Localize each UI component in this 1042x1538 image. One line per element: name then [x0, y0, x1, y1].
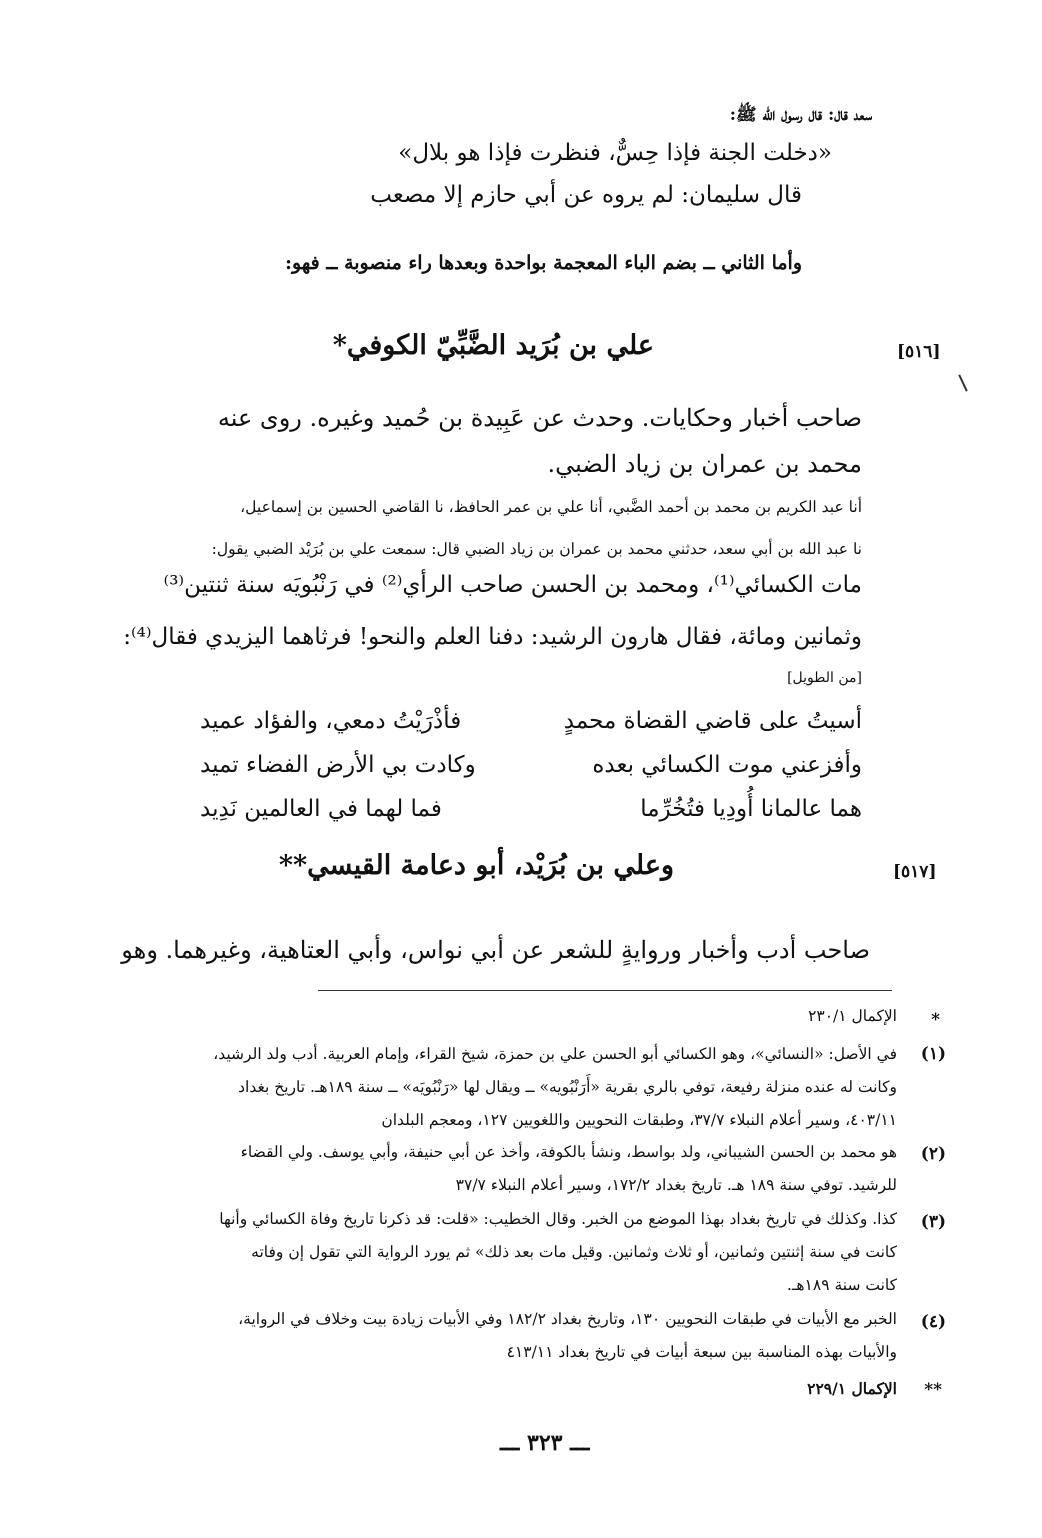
verse-first-hemistich: أسيتُ على قاضي القضاة محمدٍ — [563, 708, 862, 734]
footnote-line: كذا. وكذلك في تاريخ بغداد بهذا الموضع من الخبر. وقال الخطيب: «قلت: قد ذكرنا تاريخ وفاة الكسائي وأنها — [219, 1210, 897, 1228]
verse-second-hemistich: فأذْرَيْتُ دمعي، والفؤاد عميد — [200, 708, 462, 734]
poem-meter: [من الطويل] — [787, 670, 862, 686]
entry-517-body-line-1: صاحب أدب وأخبار وروايةٍ للشعر عن أبي نواس، وأبي العتاهية، وغيرهما. وهو — [121, 936, 870, 964]
footnote-line: في الأصل: «النسائي»، وهو الكسائي أبو الحسن علي بن حمزة، شيخ القراء، وإمام العربية. أدب ولد الرشيد، — [213, 1045, 897, 1063]
footnote-line: الخبر مع الأبيات في طبقات النحويين ١٣٠، وتاريخ بغداد ١٨٢/٢ وفي الأبيات زيادة بيت وخلاف في الرواية، — [238, 1310, 897, 1328]
footnote-line: كانت سنة ١٨٩هـ. — [786, 1276, 897, 1294]
poem-verse — [200, 708, 862, 752]
footnote-line: وكانت له عنده منزلة رفيعة، توفي بالري بقرية «أَرَنْبُويه» ــ ويقال لها «رَنْبُويَه» ــ سنة ١٨٩هـ. تاريخ بغداد — [238, 1078, 897, 1096]
footnote-mark: (٤) — [920, 1312, 946, 1332]
second-type-heading: وأما الثاني ــ بضم الباء المعجمة بواحدة وبعدها راء منصوبة ــ فهو: — [285, 252, 802, 274]
footnote-line: هو محمد بن الحسن الشيباني، ولد بواسط، ونشأ بالكوفة، وأخذ عن أبي حنيفة، وأبي يوسف. ولي القضاء — [240, 1143, 897, 1161]
footnote-text — [152, 1038, 897, 1137]
entry-516-title: علي بن بُرَيد الضَّبِّيّ الكوفي* — [332, 330, 654, 361]
isnad-line-2: نا عبد الله بن أبي سعد، حدثني محمد بن عمران بن زياد الضبي قال: سمعت علي بن بُرَيْد الضبي يقول: — [211, 540, 862, 558]
footnote-mark: ** — [924, 1380, 942, 1400]
footnote-mark: (١) — [920, 1044, 946, 1064]
footnote-text — [152, 1136, 897, 1202]
verse-first-hemistich: وأفزعني موت الكسائي بعده — [592, 752, 862, 778]
footnote-line: للرشيد. توفي سنة ١٨٩ هـ. تاريخ بغداد ١٧٢/٢، وسير أعلام النبلاء ٣٧/٧ — [455, 1176, 897, 1194]
entry-517-title: وعلي بن بُرَيْد، أبو دعامة القيسي** — [278, 850, 674, 881]
verse-first-hemistich: هما عالمانا أُودِيا فتُخُرِّما — [640, 796, 862, 822]
entry-516-body-line-2: محمد بن عمران بن زياد الضبي. — [547, 450, 862, 478]
entry-516-text-line-2: وثمانين ومائة، فقال هارون الرشيد: دفنا العلم والنحو! فرثاهما اليزيدي فقال⁽⁴⁾: — [123, 624, 862, 650]
verse-second-hemistich: وكادت بي الأرض الفضاء تميد — [200, 752, 476, 778]
verse-second-hemistich: فما لهما في العالمين نَدِيد — [200, 796, 442, 822]
entry-516-body-line-1: صاحب أخبار وحكايات. وحدث عن عَبِيدة بن حُميد وغيره. روى عنه — [217, 404, 862, 432]
footnote-separator — [318, 990, 892, 991]
sulayman-note: قال سليمان: لم يروه عن أبي حازم إلا مصعب — [370, 182, 802, 208]
entry-516-number: [٥١٦] — [897, 342, 941, 362]
poem-verse — [200, 752, 862, 796]
poem-verse — [200, 796, 862, 840]
footnote-text — [160, 1372, 897, 1405]
footnote-mark: (٣) — [920, 1212, 946, 1232]
entry-516-text-line-1: مات الكسائي⁽¹⁾، ومحمد بن الحسن صاحب الرأي⁽²⁾ في رَنْبُويَه سنة ثنتين⁽³⁾ — [163, 572, 862, 598]
footnote-text — [160, 1000, 897, 1033]
footnote-mark: (٢) — [920, 1144, 946, 1164]
footnote-text — [152, 1203, 897, 1302]
footnote-line: الإكمال ٢٣٠/١ — [808, 1007, 897, 1025]
footnote-text — [152, 1303, 897, 1369]
footnote-line: ٤٠٣/١١، وسير أعلام النبلاء ٣٧/٧، وطبقات النحويين واللغويين ١٢٧، ومعجم البلدان — [381, 1111, 897, 1129]
margin-mark — [958, 374, 967, 391]
footnote-mark: * — [931, 1010, 940, 1030]
isnad-line-1: أنا عبد الكريم بن محمد بن أحمد الضَّبي، أنا علي بن عمر الحافظ، نا القاضي الحسين بن إسماعيل، — [240, 498, 862, 516]
page-number: ـــ ٣٢٣ ـــ — [500, 1430, 590, 1456]
footnote-line: كانت في سنة إثنتين وثمانين، أو ثلاث وثمانين. وقيل مات بعد ذلك» ثم يورد الرواية التي تقول إن وفاته — [251, 1243, 897, 1261]
footnote-line: والأبيات بهذه المناسبة بين سبعة أبيات في تاريخ بغداد ٤١٣/١١ — [506, 1343, 897, 1361]
footnote-line: الإكمال ٢٢٩/١ — [807, 1379, 897, 1398]
entry-517-number: [٥١٧] — [893, 862, 937, 882]
hadith-intro: سعد قال: قال رسول الله ﷺ: — [729, 105, 872, 125]
hadith-text: «دخلت الجنة فإذا حِسٌّ، فنظرت فإذا هو بلال» — [398, 140, 832, 166]
